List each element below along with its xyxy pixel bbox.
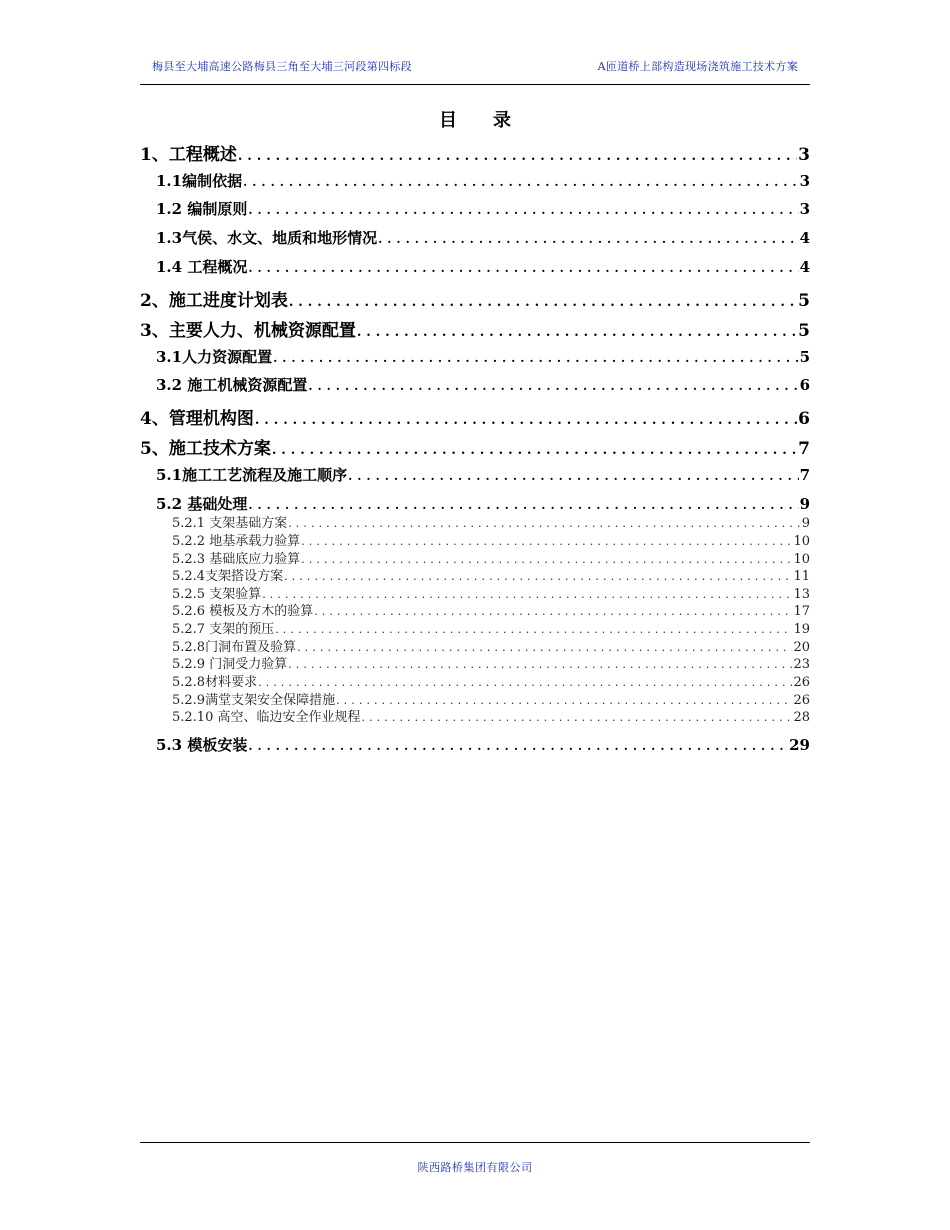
toc-entry-level-2[interactable] [156,464,810,485]
toc-entry-label: 4、管理机构图 [140,409,254,429]
toc-leader-dots [273,351,798,365]
toc-entry-label: 1.3气侯、水文、地质和地形情况 [156,229,378,247]
toc-entry-page-number: 10 [793,534,810,549]
toc-leader-dots [238,149,797,164]
toc-entry-level-1[interactable] [140,316,810,341]
toc-entry-level-3[interactable] [172,618,810,637]
toc-entry-page-number: 11 [793,569,810,584]
toc-entry-level-1[interactable] [140,140,810,165]
toc-leader-dots [255,413,797,428]
toc-entry-label: 5.2.3 基础底应力验算 [172,552,301,567]
toc-leader-dots [378,232,798,246]
toc-leader-dots [248,203,798,217]
toc-entry-label: 5.2.7 支架的预压 [172,622,275,637]
toc-leader-dots [288,517,801,530]
toc-entry-page-number: 3 [799,200,810,218]
toc-entry-level-2[interactable] [156,346,810,367]
toc-entry-level-1[interactable] [140,404,810,429]
toc-entry-label: 5.1施工工艺流程及施工顺序 [156,466,348,484]
toc-leader-dots [275,623,792,636]
toc-entry-page-number: 5 [799,348,810,366]
toc-leader-dots [348,469,798,483]
toc-entry-label: 1.1编制依据 [156,172,243,190]
toc-entry-level-2[interactable] [156,170,810,191]
toc-entry-level-3[interactable] [172,512,810,531]
toc-entry-page-number: 29 [789,736,810,754]
toc-entry-page-number: 6 [799,376,810,394]
footer-company: 陕西路桥集团有限公司 [417,1161,533,1174]
toc-entry-page-number: 5 [798,321,810,341]
toc-leader-dots [248,261,798,275]
toc-entry-page-number: 4 [799,229,810,247]
toc-entry-label: 5.2 基础处理 [156,495,248,513]
toc-entry-level-3[interactable] [172,530,810,549]
toc-entry-page-number: 4 [799,258,810,276]
toc-entry-level-1[interactable] [140,434,810,459]
toc-entry-label: 5.2.8门洞布置及验算 [172,640,297,655]
toc-entry-page-number: 26 [793,675,810,690]
page-header [140,56,810,76]
toc-leader-dots [289,295,797,310]
toc-leader-dots [288,658,792,671]
toc-entry-label: 5.2.4支架搭设方案 [172,569,284,584]
toc-leader-dots [361,711,792,724]
toc-entry-page-number: 20 [793,640,810,655]
toc-entry-label: 3.2 施工机械资源配置 [156,376,308,394]
toc-entry-label: 1.2 编制原则 [156,200,248,218]
toc-entry-label: 3.1人力资源配置 [156,348,273,366]
toc-entry-page-number: 17 [793,604,810,619]
toc-entry-level-2[interactable] [156,734,810,755]
toc-entry-page-number: 26 [793,693,810,708]
toc-leader-dots [284,570,792,583]
toc-title-first: 目 [439,110,457,131]
toc-leader-dots [258,676,792,689]
toc-entry-level-3[interactable] [172,565,810,584]
toc-entry-page-number: 9 [801,516,810,531]
toc-leader-dots [248,739,788,753]
toc-leader-dots [308,379,798,393]
toc-title [140,106,810,132]
toc-entry-level-1[interactable] [140,286,810,311]
toc-entry-label: 5.2.1 支架基础方案 [172,516,288,531]
toc-leader-dots [243,175,798,189]
toc-entry-label: 5.2.9 门洞受力验算 [172,657,288,672]
toc-entry-label: 5.2.6 模板及方木的验算 [172,604,314,619]
toc-leader-dots [248,498,798,512]
toc-entry-page-number: 6 [798,409,810,429]
toc-entry-level-3[interactable] [172,600,810,619]
header-document-name: A匝道桥上部构造现场浇筑施工技术方案 [597,60,798,73]
header-divider [140,84,810,85]
toc-entry-level-2[interactable] [156,227,810,248]
toc-leader-dots [357,325,797,340]
toc-entry-label: 5.3 模板安装 [156,736,248,754]
toc-entry-page-number: 9 [799,495,810,513]
toc-entry-page-number: 7 [798,439,810,459]
toc-entry-level-3[interactable] [172,671,810,690]
toc-entry-label: 5.2.2 地基承载力验算 [172,534,301,549]
toc-entry-level-2[interactable] [156,198,810,219]
toc-entry-level-2[interactable] [156,374,810,395]
toc-entry-page-number: 3 [799,172,810,190]
toc-title-second: 录 [493,110,511,131]
toc-entry-label: 2、施工进度计划表 [140,291,288,311]
toc-entry-label: 5、施工技术方案 [140,439,271,459]
toc-entry-page-number: 5 [798,291,810,311]
toc-entry-page-number: 10 [793,552,810,567]
toc-entry-page-number: 19 [793,622,810,637]
toc-entry-page-number: 3 [798,145,810,165]
toc-entry-page-number: 23 [793,657,810,672]
toc-entry-label: 5.2.8材料要求 [172,675,258,690]
toc-leader-dots [314,605,792,618]
header-project-name: 梅县至大埔高速公路梅县三角至大埔三河段第四标段 [152,60,412,73]
toc-entry-label: 1.4 工程概况 [156,258,248,276]
toc-entry-level-2[interactable] [156,493,810,514]
toc-entry-level-2[interactable] [156,256,810,277]
toc-entry-level-3[interactable] [172,706,810,725]
toc-entry-label: 5.2.9满堂支架安全保障措施 [172,693,336,708]
toc-entry-page-number: 7 [799,466,810,484]
toc-entry-page-number: 13 [793,587,810,602]
toc-entry-label: 5.2.5 支架验算 [172,587,262,602]
toc-leader-dots [301,535,792,548]
toc-entry-label: 3、主要人力、机械资源配置 [140,321,356,341]
toc-entry-label: 1、工程概述 [140,145,237,165]
toc-entry-level-3[interactable] [172,653,810,672]
toc-entry-label: 5.2.10 高空、临边安全作业规程 [172,710,361,725]
toc-leader-dots [272,443,797,458]
footer-divider [140,1142,810,1143]
toc-entry-page-number: 28 [793,710,810,725]
